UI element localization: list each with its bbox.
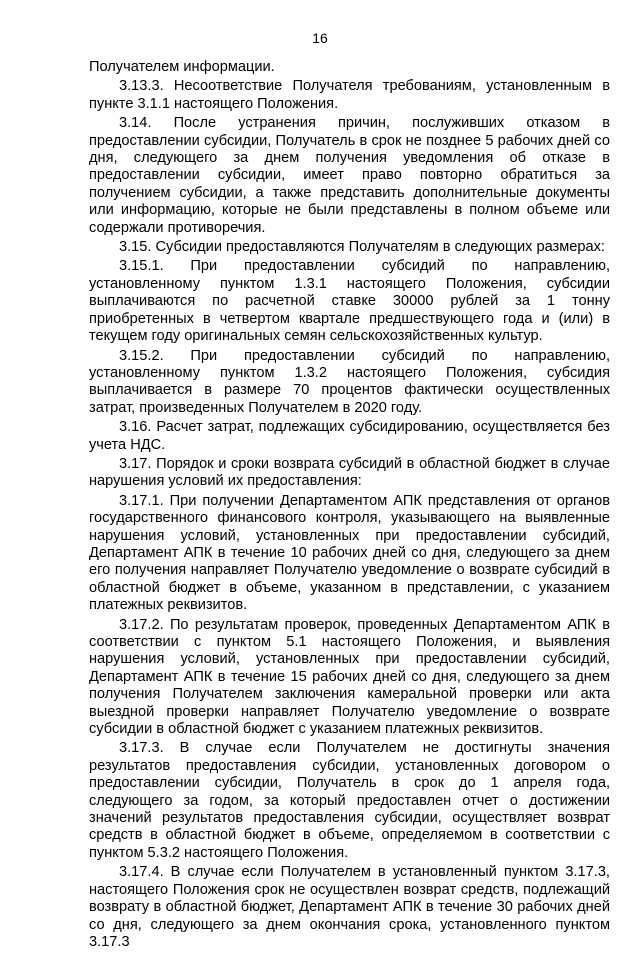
- paragraph-3-17-2: 3.17.2. По результатам проверок, проведенных Департаментом АПК в соответствии с пунктом 5.1 настоящего Положения, и выявления нарушения условий, установленных при предоставлении субсидий, Департамент АПК в течение 15 рабочих дней со дня, следующего за днем получения Получателем заключения камеральной проверки или акта выездной проверки направляет Получателю уведомление о возврате субсидии в областной бюджет с указанием платежных реквизитов.: [89, 616, 610, 738]
- paragraph-3-14: 3.14. После устранения причин, послуживших отказом в предоставлении субсидии, Получатель в срок не позднее 5 рабочих дней со дня, следующего за днем получения уведомления об отказе в предоставлении субсидии, имеет право повторно обратиться за получением субсидии, а также представить дополнительные документы или информацию, которые не были представлены в полном объеме или содержали противоречия.: [89, 115, 610, 236]
- paragraph-3-15: 3.15. Субсидии предоставляются Получателям в следующих размерах:: [119, 239, 605, 256]
- document-text: [89, 59, 610, 953]
- paragraph-3-15-2: 3.15.2. При предоставлении субсидий по направлению, установленному пунктом 1.3.2 настоящего Положения, субсидия выплачивается в размере 70 процентов фактически осуществленных затрат, произведенных Получателем в 2020 году.: [89, 347, 610, 416]
- page-number: 16: [312, 30, 328, 46]
- paragraph-3-16: 3.16. Расчет затрат, подлежащих субсидированию, осуществляется без учета НДС.: [89, 419, 610, 453]
- paragraph-3-13-3: 3.13.3. Несоответствие Получателя требованиям, установленным в пункте 3.1.1 настоящего Положения.: [89, 78, 610, 112]
- paragraph-3-17-4: 3.17.4. В случае если Получателем в установленный пунктом 3.17.3, настоящего Положения срок не осуществлен возврат средств, подлежащий возврату в областной бюджет, Департамент АПК в течение 30 рабочих дней со дня, следующего за днем окончания срока, установленного пунктом 3.17.3: [89, 864, 610, 950]
- paragraph-3-17-3: 3.17.3. В случае если Получателем не достигнуты значения результатов предоставления субсидии, установленных договором о предоставлении субсидии, Получатель в срок до 1 апреля года, следующего за годом, за который предоставлен отчет о достижении значений результатов предоставления субсидии, осуществляет возврат средств в областной бюджет в объеме, определяемом в соответствии с пунктом 5.3.2 настоящего Положения.: [89, 740, 610, 861]
- paragraph-3-17-1: 3.17.1. При получении Департаментом АПК представления от органов государственного финансового контроля, указывающего на выявленные нарушения условий, установленных при предоставлении субсидий, Департамент АПК в течение 10 рабочих дней со дня, следующего за днем его получения направляет Получателю уведомление о возврате субсидий в областной бюджет в объеме, указанном в представлении, с указанием платежных реквизитов.: [89, 492, 610, 614]
- paragraph-3-15-1: 3.15.1. При предоставлении субсидий по направлению, установленному пунктом 1.3.1 настоящего Положения, субсидии выплачиваются по расчетной ставке 30000 рублей за 1 тонну приобретенных в четвертом квартале предшествующего года и (или) в текущем году оригинальных семян сельскохозяйственных культур.: [89, 258, 610, 345]
- paragraph-3-17: 3.17. Порядок и сроки возврата субсидий в областной бюджет в случае нарушения условий их предоставления:: [89, 455, 610, 490]
- paragraph-continuation: Получателем информации.: [89, 59, 275, 75]
